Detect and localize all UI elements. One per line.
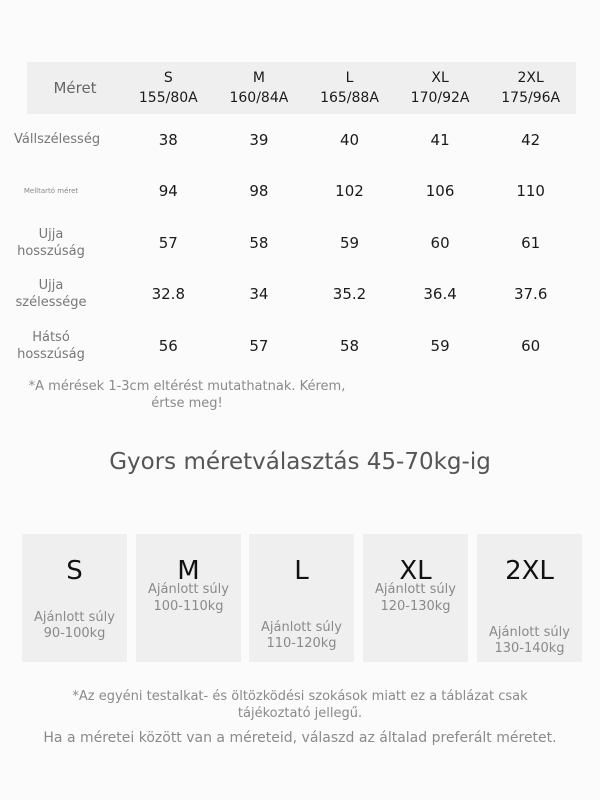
table-cell: 34 bbox=[249, 285, 269, 304]
size-code: 160/84A bbox=[229, 90, 289, 106]
card-rec-label: Ajánlott súly bbox=[489, 625, 570, 640]
table-cell: 41 bbox=[430, 130, 450, 149]
table-cell: 56 bbox=[158, 336, 178, 355]
table-row bbox=[15, 269, 576, 321]
table-cell: 60 bbox=[521, 336, 541, 355]
size-name: L bbox=[345, 70, 354, 86]
card-rec-weight: 90-100kg bbox=[43, 626, 106, 641]
row-label: Melltartó méret bbox=[23, 186, 79, 195]
size-name: XL bbox=[431, 70, 449, 86]
table-cell: 58 bbox=[249, 233, 269, 252]
table-cell: 35.2 bbox=[332, 285, 367, 304]
card-rec-label: Ajánlott súly bbox=[34, 610, 115, 625]
card-rec-weight: 110-120kg bbox=[266, 636, 337, 651]
card-rec-weight: 100-110kg bbox=[153, 599, 224, 614]
header-size-l bbox=[304, 62, 395, 114]
table-cell: 59 bbox=[430, 336, 450, 355]
size-code: 165/88A bbox=[320, 90, 379, 106]
header-size-m bbox=[214, 62, 305, 114]
table-cell: 38 bbox=[158, 130, 178, 149]
header-size-2xl bbox=[485, 62, 576, 114]
card-size: S bbox=[66, 556, 83, 586]
header-size-s bbox=[123, 62, 214, 114]
disclaimer-note: *Az egyéni testalkat- és öltözködési szokások miatt ez a táblázat csak tájékoztató jellegű. bbox=[72, 689, 528, 721]
size-card-2xl bbox=[477, 534, 582, 662]
row-label: Vállszélesség bbox=[14, 132, 101, 148]
size-name: M bbox=[252, 70, 265, 86]
size-card-xl bbox=[363, 534, 468, 662]
measurement-note: *A mérések 1-3cm eltérést mutathatnak. Kérem, értse meg! bbox=[28, 379, 346, 411]
card-size: M bbox=[177, 556, 200, 586]
table-cell: 57 bbox=[249, 336, 269, 355]
card-rec-weight: 130-140kg bbox=[494, 641, 565, 656]
table-cell: 94 bbox=[158, 182, 178, 201]
table-cell: 39 bbox=[249, 130, 269, 149]
card-size: 2XL bbox=[505, 556, 554, 586]
table-cell: 57 bbox=[158, 233, 178, 252]
size-name: S bbox=[163, 70, 173, 86]
row-label: Ujja hosszúság bbox=[17, 226, 85, 259]
table-cell: 37.6 bbox=[513, 285, 548, 304]
preference-note: Ha a méretei között van a méreteid, válaszd az általad preferált méretet. bbox=[43, 730, 557, 746]
table-cell: 32.8 bbox=[151, 285, 185, 304]
row-label: Hátsó hosszúság bbox=[17, 329, 85, 362]
size-name: 2XL bbox=[517, 70, 544, 86]
size-card-s bbox=[22, 534, 127, 662]
table-row bbox=[17, 320, 576, 372]
card-size: XL bbox=[399, 556, 432, 586]
table-cell: 102 bbox=[335, 182, 364, 201]
card-rec-label: Ajánlott súly bbox=[148, 582, 229, 597]
size-code: 175/96A bbox=[501, 90, 561, 106]
quick-size-title: Gyors méretválasztás 45-70kg-ig bbox=[109, 449, 491, 475]
header-size-xl bbox=[395, 62, 486, 114]
table-cell: 36.4 bbox=[423, 285, 457, 304]
size-cards bbox=[22, 534, 582, 662]
table-cell: 60 bbox=[430, 233, 450, 252]
row-label: Ujja szélessége bbox=[15, 278, 87, 311]
card-size: L bbox=[294, 556, 309, 586]
table-cell: 98 bbox=[249, 182, 269, 201]
table-cell: 110 bbox=[516, 182, 545, 201]
table-row bbox=[14, 114, 576, 166]
card-rec-label: Ajánlott súly bbox=[261, 620, 342, 635]
card-rec-label: Ajánlott súly bbox=[375, 582, 456, 597]
size-card-m bbox=[136, 534, 241, 662]
table-cell: 61 bbox=[521, 233, 541, 252]
size-table bbox=[14, 62, 576, 372]
table-row bbox=[17, 217, 576, 269]
table-cell: 106 bbox=[425, 182, 455, 201]
table-cell: 59 bbox=[339, 233, 360, 252]
header-label: Méret bbox=[53, 79, 97, 97]
table-cell: 42 bbox=[521, 130, 541, 149]
size-code: 155/80A bbox=[138, 90, 198, 106]
table-cell: 40 bbox=[339, 130, 360, 149]
size-table-header bbox=[27, 62, 576, 114]
size-card-l bbox=[249, 534, 354, 662]
table-cell: 58 bbox=[339, 336, 360, 355]
table-row bbox=[23, 166, 576, 218]
card-rec-weight: 120-130kg bbox=[380, 599, 451, 614]
size-code: 170/92A bbox=[410, 90, 470, 106]
